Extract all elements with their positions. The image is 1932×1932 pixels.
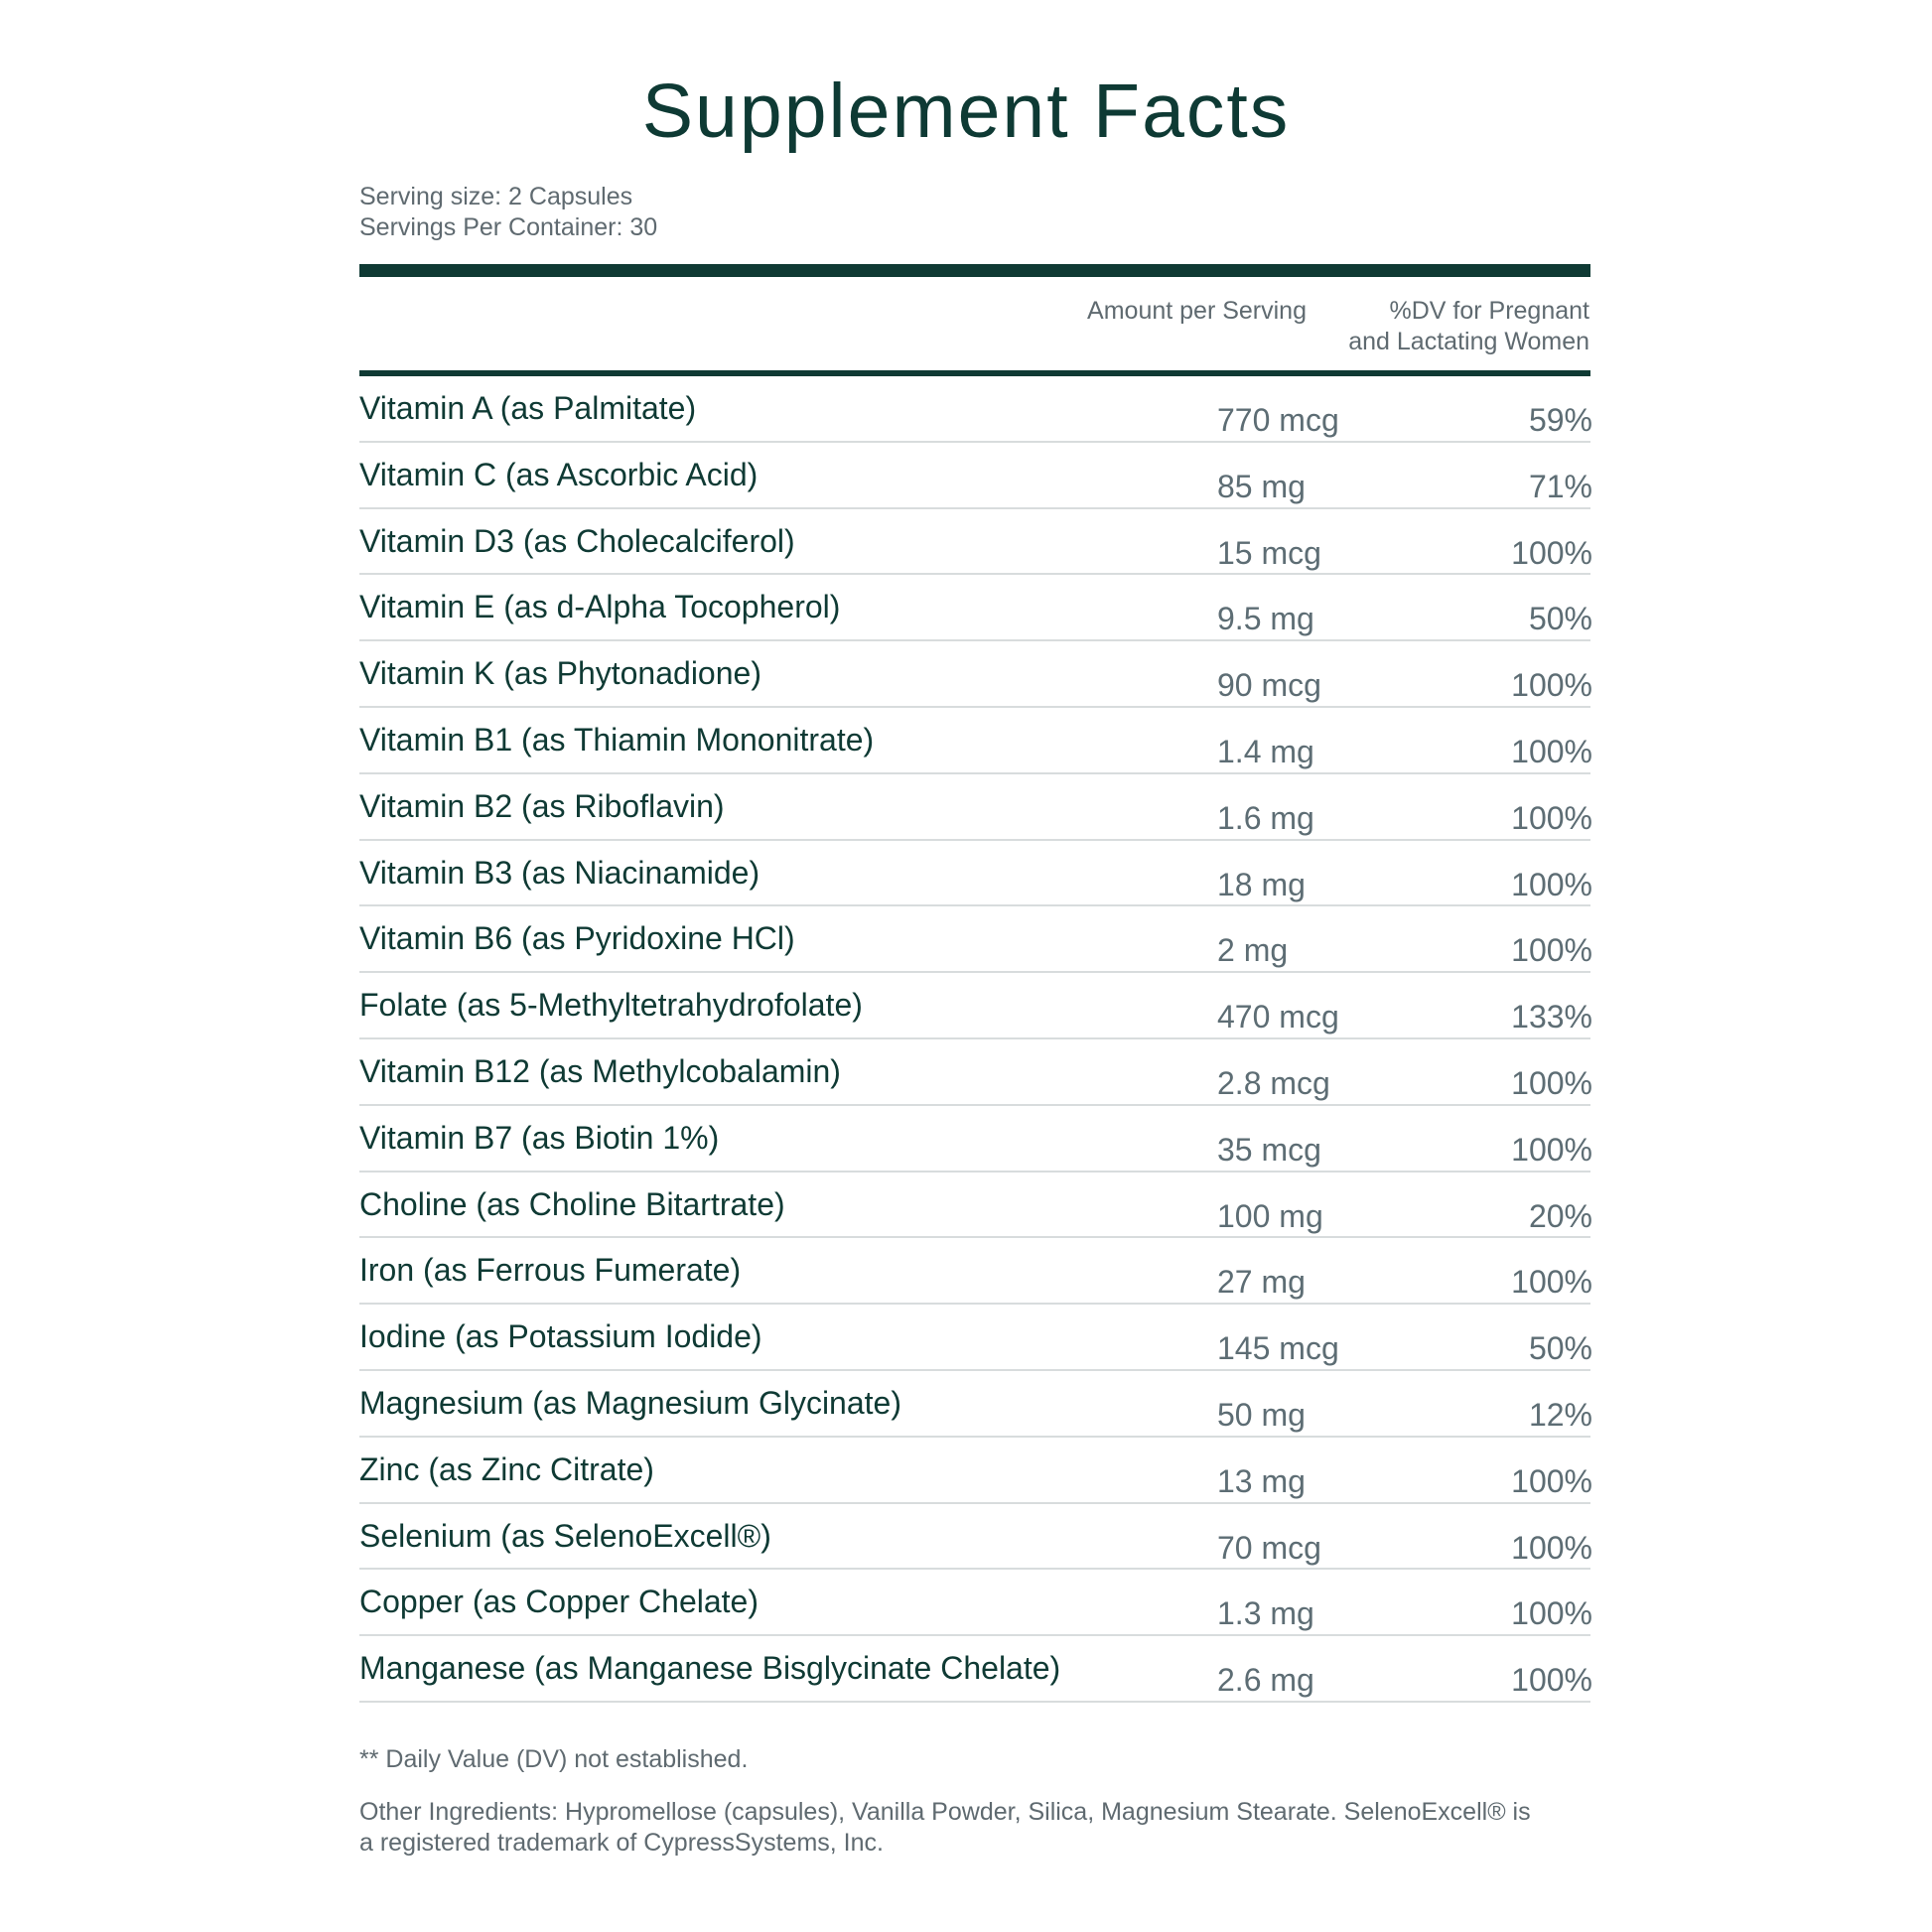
nutrient-amount: 145 mcg <box>1217 1330 1339 1367</box>
nutrient-dv: 71% <box>1528 468 1592 504</box>
table-row <box>359 973 1590 1039</box>
table-row <box>359 906 1590 973</box>
nutrient-name: Vitamin B6 (as Pyridoxine HCl) <box>359 920 795 957</box>
other-ingredients-line-1: Other Ingredients: Hypromellose (capsules), Vanilla Powder, Silica, Magnesium Stearate. SelenoExcell® is <box>359 1798 1531 1826</box>
page-title: Supplement Facts <box>641 69 1291 154</box>
nutrient-name: Vitamin K (as Phytonadione) <box>359 655 761 692</box>
nutrient-dv: 59% <box>1528 402 1592 438</box>
nutrient-dv: 100% <box>1511 932 1592 969</box>
nutrient-dv: 50% <box>1528 1330 1592 1367</box>
nutrient-amount: 9.5 mg <box>1217 601 1314 637</box>
table-row <box>359 841 1590 907</box>
nutrient-amount: 1.3 mg <box>1217 1595 1314 1632</box>
nutrient-dv: 100% <box>1511 1064 1592 1101</box>
nutrient-name: Vitamin B2 (as Riboflavin) <box>359 787 725 824</box>
table-row <box>359 575 1590 641</box>
table-row <box>359 1173 1590 1239</box>
nutrient-name: Vitamin B7 (as Biotin 1%) <box>359 1119 720 1156</box>
nutrient-dv: 100% <box>1511 733 1592 769</box>
nutrient-amount: 85 mg <box>1217 468 1306 504</box>
nutrient-amount: 50 mg <box>1217 1396 1306 1433</box>
nutrient-name: Copper (as Copper Chelate) <box>359 1584 759 1620</box>
nutrient-amount: 1.6 mg <box>1217 799 1314 836</box>
nutrient-dv: 20% <box>1528 1197 1592 1234</box>
nutrient-dv: 133% <box>1511 999 1592 1035</box>
table-row <box>359 641 1590 708</box>
nutrient-amount: 27 mg <box>1217 1264 1306 1301</box>
table-row <box>359 376 1590 443</box>
nutrient-amount: 1.4 mg <box>1217 733 1314 769</box>
serving-size: Serving size: 2 Capsules <box>359 183 633 210</box>
nutrient-name: Vitamin D3 (as Cholecalciferol) <box>359 522 795 559</box>
nutrient-dv: 100% <box>1511 1662 1592 1699</box>
nutrient-amount: 15 mcg <box>1217 534 1321 571</box>
dv-header-line-1: %DV for Pregnant <box>1389 297 1589 325</box>
nutrient-dv: 100% <box>1511 534 1592 571</box>
amount-column-header: Amount per Serving <box>1087 297 1307 325</box>
nutrient-name: Vitamin B12 (as Methylcobalamin) <box>359 1052 841 1089</box>
nutrient-name: Iodine (as Potassium Iodide) <box>359 1318 762 1355</box>
nutrient-dv: 100% <box>1511 1462 1592 1499</box>
nutrient-amount: 2 mg <box>1217 932 1289 969</box>
nutrient-name: Vitamin B1 (as Thiamin Mononitrate) <box>359 721 875 758</box>
nutrient-name: Vitamin E (as d-Alpha Tocopherol) <box>359 589 841 625</box>
nutrient-dv: 100% <box>1511 1264 1592 1301</box>
nutrient-name: Iron (as Ferrous Fumerate) <box>359 1252 742 1289</box>
nutrient-amount: 18 mg <box>1217 866 1306 902</box>
nutrient-dv: 100% <box>1511 866 1592 902</box>
nutrient-name: Magnesium (as Magnesium Glycinate) <box>359 1384 901 1421</box>
top-divider-bar <box>359 264 1590 277</box>
dv-footnote: ** Daily Value (DV) not established. <box>359 1745 749 1773</box>
nutrient-dv: 50% <box>1528 601 1592 637</box>
nutrient-name: Zinc (as Zinc Citrate) <box>359 1450 654 1487</box>
table-row <box>359 708 1590 774</box>
other-ingredients <box>359 1797 1541 1859</box>
nutrient-amount: 100 mg <box>1217 1197 1323 1234</box>
nutrient-table <box>359 376 1590 1703</box>
nutrient-amount: 2.8 mcg <box>1217 1064 1330 1101</box>
dv-column-header <box>1348 296 1589 357</box>
table-row <box>359 1039 1590 1106</box>
table-row <box>359 1504 1590 1571</box>
nutrient-name: Folate (as 5-Methyltetrahydrofolate) <box>359 987 863 1024</box>
nutrient-name: Choline (as Choline Bitartrate) <box>359 1185 785 1222</box>
nutrient-name: Selenium (as SelenoExcell®) <box>359 1517 771 1554</box>
servings-per-container: Servings Per Container: 30 <box>359 213 658 241</box>
nutrient-name: Vitamin B3 (as Niacinamide) <box>359 854 760 891</box>
nutrient-amount: 70 mcg <box>1217 1529 1321 1566</box>
serving-info <box>359 182 657 243</box>
table-row <box>359 1636 1590 1703</box>
table-row <box>359 1438 1590 1504</box>
nutrient-dv: 12% <box>1528 1396 1592 1433</box>
table-row <box>359 774 1590 841</box>
nutrient-amount: 2.6 mg <box>1217 1662 1314 1699</box>
table-row <box>359 1570 1590 1636</box>
table-row <box>359 1106 1590 1173</box>
table-row <box>359 1238 1590 1305</box>
nutrient-amount: 90 mcg <box>1217 667 1321 704</box>
nutrient-name: Manganese (as Manganese Bisglycinate Chelate) <box>359 1650 1061 1687</box>
nutrient-name: Vitamin A (as Palmitate) <box>359 390 697 426</box>
nutrient-amount: 35 mcg <box>1217 1131 1321 1168</box>
table-row <box>359 1371 1590 1438</box>
nutrient-dv: 100% <box>1511 1529 1592 1566</box>
nutrient-dv: 100% <box>1511 1595 1592 1632</box>
nutrient-dv: 100% <box>1511 799 1592 836</box>
nutrient-name: Vitamin C (as Ascorbic Acid) <box>359 456 759 492</box>
other-ingredients-line-2: a registered trademark of CypressSystems, Inc. <box>359 1829 884 1857</box>
table-row <box>359 1305 1590 1371</box>
dv-header-line-2: and Lactating Women <box>1348 328 1589 355</box>
nutrient-dv: 100% <box>1511 1131 1592 1168</box>
table-row <box>359 509 1590 576</box>
nutrient-amount: 770 mcg <box>1217 402 1339 438</box>
nutrient-amount: 13 mg <box>1217 1462 1306 1499</box>
nutrient-amount: 470 mcg <box>1217 999 1339 1035</box>
table-row <box>359 443 1590 509</box>
nutrient-dv: 100% <box>1511 667 1592 704</box>
